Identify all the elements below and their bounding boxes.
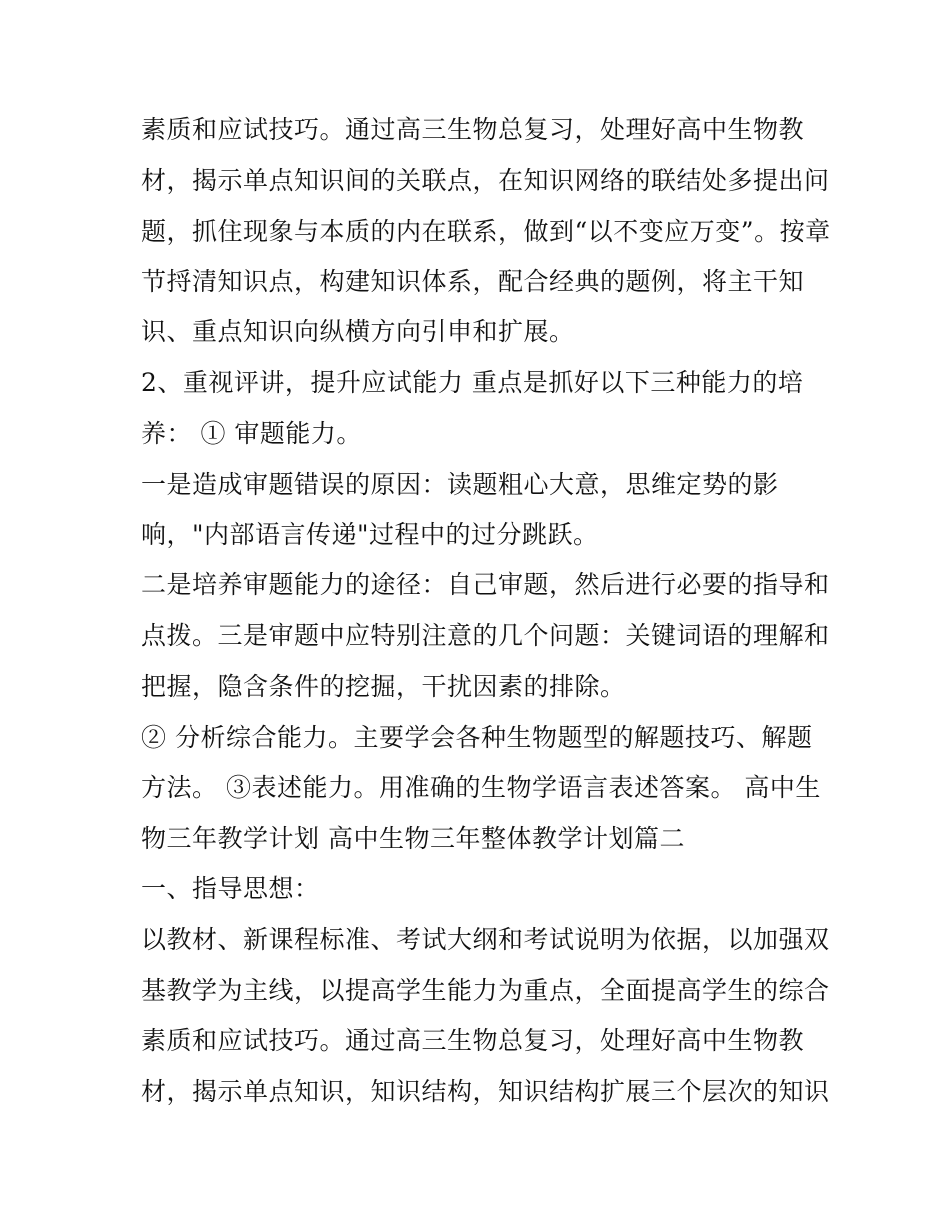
text-line: 点拨。三是审题中应特别注意的几个问题：关键词语的理解和 <box>141 621 830 650</box>
text-line: 题，抓住现象与本质的内在联系，做到“以不变应万变”。按章 <box>141 217 831 246</box>
section-heading: 一、指导思想： <box>141 874 320 903</box>
text-line: 一是造成审题错误的原因：读题粗心大意，思维定势的影 <box>141 470 779 499</box>
text-line: 基教学为主线，以提高学生能力为重点，全面提高学生的综合 <box>141 976 830 1005</box>
text-line: 方法。 ③表述能力。用准确的生物学语言表述答案。 高中生 <box>141 773 821 802</box>
text-line: 物三年教学计划 高中生物三年整体教学计划篇二 <box>141 824 685 853</box>
text-line: ② 分析综合能力。主要学会各种生物题型的解题技巧、解题 <box>141 723 813 752</box>
text-line: 材，揭示单点知识间的关联点，在知识网络的联结处多提出问 <box>141 166 830 195</box>
text-line: 素质和应试技巧。通过高三生物总复习，处理好高中生物教 <box>141 1026 805 1055</box>
text-line: 素质和应试技巧。通过高三生物总复习，处理好高中生物教 <box>141 115 805 144</box>
text-line: 养： ① 审题能力。 <box>141 419 362 448</box>
text-line: 节捋清知识点，构建知识体系，配合经典的题例，将主干知 <box>141 267 805 296</box>
text-line: 以教材、新课程标准、考试大纲和考试说明为依据，以加强双 <box>141 925 830 954</box>
text-line: 把握，隐含条件的挖掘，干扰因素的排除。 <box>141 672 626 701</box>
text-line: 2、重视评讲，提升应试能力 重点是抓好以下三种能力的培 <box>141 368 804 397</box>
text-line: 识、重点知识向纵横方向引申和扩展。 <box>141 317 575 346</box>
text-line: 响，"内部语言传递"过程中的过分跳跃。 <box>141 520 599 549</box>
text-line: 材，揭示单点知识，知识结构，知识结构扩展三个层次的知识 <box>141 1077 830 1106</box>
text-line: 二是培养审题能力的途径：自己审题，然后进行必要的指导和 <box>141 570 830 599</box>
